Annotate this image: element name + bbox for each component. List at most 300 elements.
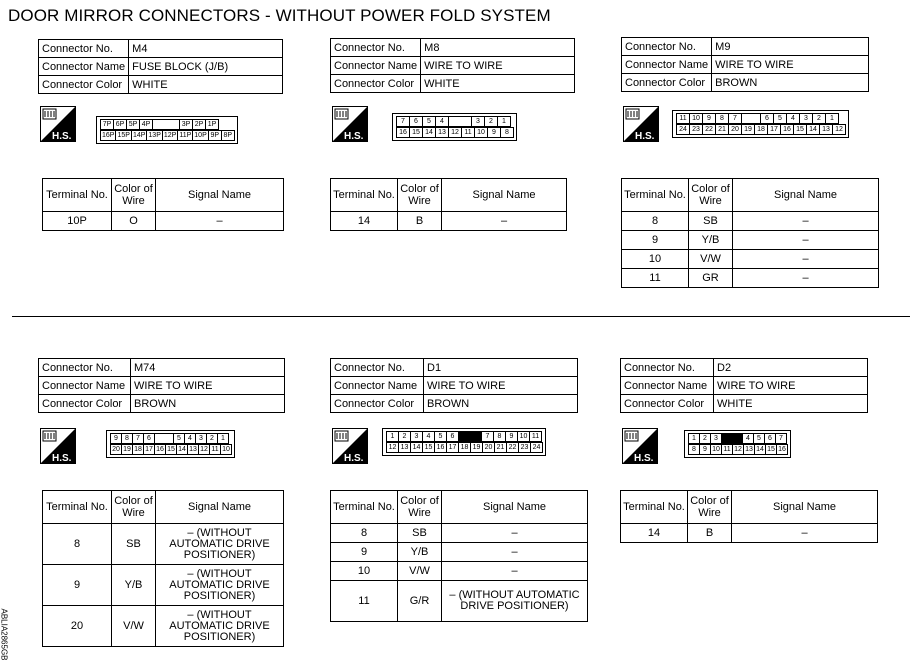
- pin-row-bottom: [386, 442, 542, 453]
- connector-name-label: Connector Name: [39, 58, 129, 76]
- terminal-pin: 11: [721, 444, 733, 455]
- connector-no-row: [621, 359, 868, 377]
- connector-color-row: [621, 395, 868, 413]
- terminal-pin: 17: [446, 442, 459, 453]
- connector-info-table: [621, 37, 869, 92]
- signal-name-cell: – (WITHOUT AUTOMATIC DRIVE POSITIONER): [156, 524, 284, 565]
- terminal-pin: 13: [819, 124, 833, 135]
- connector-no-value: M74: [131, 359, 285, 377]
- table-row: [331, 524, 588, 543]
- wire-color-cell: V/W: [112, 606, 156, 647]
- terminal-pin: 16: [396, 127, 410, 138]
- terminal-no-cell: 10P: [43, 212, 112, 231]
- terminal-pin: 2P: [192, 119, 206, 130]
- wire-color-header: Color of Wire: [689, 179, 733, 212]
- figure-code: ABLIA2865GB: [0, 608, 9, 661]
- terminal-pin: 21: [715, 124, 729, 135]
- terminal-pin: 1P: [205, 119, 219, 130]
- terminal-pin: 2: [206, 433, 218, 444]
- connector-latch: [741, 113, 761, 124]
- harness-side-icon: [332, 106, 368, 142]
- terminal-pin: 15: [165, 444, 177, 455]
- wire-color-header: Color of Wire: [112, 179, 156, 212]
- connector-color-row: [331, 395, 578, 413]
- connector-color-label: Connector Color: [39, 76, 129, 94]
- terminal-pin: 21: [494, 442, 507, 453]
- pin-row-top: [688, 433, 787, 444]
- table-row: [331, 212, 567, 231]
- terminal-header-row: [621, 491, 878, 524]
- terminal-pin: 6: [446, 431, 459, 442]
- connector-info-table: [38, 39, 283, 94]
- terminal-table: [330, 490, 588, 622]
- terminal-no-cell: 9: [331, 543, 398, 562]
- terminal-pin: 9: [487, 127, 501, 138]
- terminal-pin: 23: [518, 442, 531, 453]
- terminal-no-header: Terminal No.: [621, 491, 688, 524]
- pin-row-top: [110, 433, 231, 444]
- terminal-pin: 10: [517, 431, 530, 442]
- terminal-pin: 14P: [132, 132, 146, 139]
- connector-color-label: Connector Color: [39, 395, 131, 413]
- terminal-pin: 12: [386, 442, 399, 453]
- terminal-pin: 24: [530, 442, 543, 453]
- terminal-pin: 10: [710, 444, 722, 455]
- signal-name-cell: –: [442, 562, 588, 581]
- terminal-pin: 14: [422, 127, 436, 138]
- terminal-pin: 3P: [179, 119, 193, 130]
- terminal-pin: 17: [143, 444, 155, 455]
- connector-color-row: [39, 76, 283, 94]
- table-row: [43, 212, 284, 231]
- terminal-pin: 16: [780, 124, 794, 135]
- wire-color-cell: SB: [112, 524, 156, 565]
- harness-side-icon: [40, 106, 76, 142]
- terminal-pin: 6P: [113, 119, 127, 130]
- terminal-pin: 11: [676, 113, 690, 124]
- terminal-pin: 5: [773, 113, 787, 124]
- connector-color-value: BROWN: [712, 74, 869, 92]
- terminal-header-row: [43, 491, 284, 524]
- hs-icon: [332, 428, 368, 464]
- terminal-no-cell: 9: [622, 231, 689, 250]
- terminal-pin: 18: [132, 444, 144, 455]
- connector-name-label: Connector Name: [39, 377, 131, 395]
- wire-color-cell: V/W: [689, 250, 733, 269]
- signal-name-cell: –: [733, 212, 879, 231]
- connector-face: [106, 430, 235, 458]
- terminal-no-cell: 10: [331, 562, 398, 581]
- terminal-pin: 5: [434, 431, 447, 442]
- connector-name-label: Connector Name: [621, 377, 714, 395]
- terminal-pin: 7: [396, 116, 410, 127]
- connector-latch: [721, 433, 743, 444]
- terminal-pin: 17: [767, 124, 781, 135]
- hs-icon: [332, 106, 368, 142]
- pin-row-bottom: [688, 444, 787, 455]
- pin-row-bottom: [100, 130, 234, 141]
- terminal-pin: 10P: [194, 132, 207, 139]
- terminal-pin: 12P: [163, 132, 177, 139]
- connector-no-value: D2: [714, 359, 868, 377]
- connector-name-label: Connector Name: [331, 57, 421, 75]
- terminal-pin: 19: [741, 124, 755, 135]
- signal-name-header: Signal Name: [156, 179, 284, 212]
- table-row: [43, 524, 284, 565]
- table-row: [622, 250, 879, 269]
- signal-name-cell: –: [442, 212, 567, 231]
- terminal-no-cell: 14: [331, 212, 398, 231]
- signal-name-header: Signal Name: [442, 179, 567, 212]
- pin-row-top: [676, 113, 845, 124]
- signal-name-header: Signal Name: [733, 179, 879, 212]
- terminal-pin: 14: [806, 124, 820, 135]
- connector-color-value: WHITE: [421, 75, 575, 93]
- signal-name-cell: –: [442, 543, 588, 562]
- pin-row-bottom: [676, 124, 845, 135]
- terminal-pin: 5: [422, 116, 436, 127]
- terminal-no-cell: 11: [331, 581, 398, 622]
- connector-name-row: [621, 377, 868, 395]
- terminal-pin: 11: [209, 444, 221, 455]
- svg-text:H.S.: H.S.: [52, 453, 72, 464]
- terminal-pin: 15: [409, 127, 423, 138]
- terminal-pin: 9: [505, 431, 518, 442]
- wire-color-cell: O: [112, 212, 156, 231]
- terminal-pin: 14: [176, 444, 188, 455]
- terminal-pin: 22: [506, 442, 519, 453]
- terminal-no-cell: 20: [43, 606, 112, 647]
- terminal-pin: 6: [143, 433, 155, 444]
- terminal-pin: 23: [689, 124, 703, 135]
- terminal-pin: 7: [132, 433, 144, 444]
- terminal-pin: 18: [754, 124, 768, 135]
- connector-no-value: D1: [424, 359, 578, 377]
- terminal-header-row: [622, 179, 879, 212]
- terminal-table: [620, 490, 878, 543]
- terminal-pin: 1: [688, 433, 700, 444]
- terminal-pin: 5: [173, 433, 185, 444]
- terminal-pin: 1: [217, 433, 229, 444]
- wire-color-cell: SB: [689, 212, 733, 231]
- terminal-pin: 15: [422, 442, 435, 453]
- connector-name-label: Connector Name: [331, 377, 424, 395]
- signal-name-cell: – (WITHOUT AUTOMATIC DRIVE POSITIONER): [156, 565, 284, 606]
- connector-info-table: [38, 358, 285, 413]
- terminal-pin: 16: [776, 444, 788, 455]
- pin-row-top: [386, 431, 542, 442]
- terminal-no-header: Terminal No.: [331, 179, 398, 212]
- terminal-pin: 6: [409, 116, 423, 127]
- terminal-header-row: [43, 179, 284, 212]
- connector-color-row: [622, 74, 869, 92]
- section-divider: [12, 316, 910, 317]
- hs-icon: [40, 428, 76, 464]
- terminal-pin: 8: [493, 431, 506, 442]
- page-title: DOOR MIRROR CONNECTORS - WITHOUT POWER FOLD SYSTEM: [8, 6, 551, 25]
- terminal-pin: 3: [710, 433, 722, 444]
- terminal-pin: 12: [448, 127, 462, 138]
- signal-name-header: Signal Name: [442, 491, 588, 524]
- terminal-pin: 10: [689, 113, 703, 124]
- signal-name-header: Signal Name: [732, 491, 878, 524]
- svg-text:H.S.: H.S.: [344, 131, 364, 142]
- terminal-pin: 4: [742, 433, 754, 444]
- terminal-pin: 8P: [221, 130, 235, 141]
- connector-name-value: WIRE TO WIRE: [714, 377, 868, 395]
- terminal-pin: 4: [422, 431, 435, 442]
- connector-no-row: [39, 40, 283, 58]
- terminal-pin: 2: [398, 431, 411, 442]
- terminal-pin: 18: [458, 442, 471, 453]
- hs-icon: [623, 106, 659, 142]
- terminal-pin: 3: [195, 433, 207, 444]
- svg-text:H.S.: H.S.: [635, 131, 655, 142]
- table-row: [622, 231, 879, 250]
- connector-name-row: [622, 56, 869, 74]
- terminal-pin: 8: [688, 444, 700, 455]
- connector-no-label: Connector No.: [621, 359, 714, 377]
- connector-color-value: WHITE: [129, 76, 283, 94]
- terminal-pin: 13P: [148, 132, 161, 139]
- signal-name-cell: –: [442, 524, 588, 543]
- terminal-pin: 9P: [208, 130, 222, 141]
- table-row: [331, 581, 588, 622]
- terminal-pin: 20: [482, 442, 495, 453]
- terminal-pin: 4P: [139, 119, 153, 130]
- connector-no-label: Connector No.: [331, 39, 421, 57]
- terminal-pin: 3: [799, 113, 813, 124]
- connector-no-row: [622, 38, 869, 56]
- connector-no-row: [331, 39, 575, 57]
- terminal-pin: 4: [184, 433, 196, 444]
- terminal-table: [330, 178, 567, 231]
- table-row: [331, 543, 588, 562]
- connector-color-row: [39, 395, 285, 413]
- connector-name-value: WIRE TO WIRE: [712, 56, 869, 74]
- terminal-no-cell: 14: [621, 524, 688, 543]
- signal-name-cell: –: [733, 231, 879, 250]
- terminal-pin: 7: [481, 431, 494, 442]
- signal-name-cell: –: [733, 250, 879, 269]
- terminal-pin: 13: [187, 444, 199, 455]
- connector-color-value: BROWN: [424, 395, 578, 413]
- terminal-table: [42, 490, 284, 647]
- connector-face: [392, 113, 517, 141]
- connector-latch: [458, 431, 482, 442]
- connector-color-label: Connector Color: [331, 395, 424, 413]
- connector-name-row: [39, 58, 283, 76]
- wire-color-cell: V/W: [398, 562, 442, 581]
- wire-color-header: Color of Wire: [688, 491, 732, 524]
- wire-color-cell: B: [398, 212, 442, 231]
- terminal-pin: 15: [765, 444, 777, 455]
- terminal-pin: 4: [786, 113, 800, 124]
- connector-latch: [448, 116, 472, 127]
- terminal-no-cell: 8: [622, 212, 689, 231]
- terminal-pin: 12: [198, 444, 210, 455]
- harness-side-icon: [622, 428, 658, 464]
- terminal-pin: 11: [529, 431, 542, 442]
- terminal-pin: 4: [435, 116, 449, 127]
- table-row: [43, 606, 284, 647]
- terminal-no-cell: 9: [43, 565, 112, 606]
- signal-name-cell: –: [733, 269, 879, 288]
- terminal-pin: 1: [825, 113, 839, 124]
- terminal-pin: 2: [812, 113, 826, 124]
- terminal-pin: 10: [474, 127, 488, 138]
- connector-name-row: [331, 57, 575, 75]
- terminal-pin: 6: [760, 113, 774, 124]
- connector-name-row: [39, 377, 285, 395]
- terminal-pin: 1: [386, 431, 399, 442]
- terminal-pin: 16: [434, 442, 447, 453]
- terminal-no-cell: 8: [331, 524, 398, 543]
- wire-color-cell: GR: [689, 269, 733, 288]
- connector-no-label: Connector No.: [622, 38, 712, 56]
- connector-color-value: BROWN: [131, 395, 285, 413]
- connector-no-row: [39, 359, 285, 377]
- connector-name-label: Connector Name: [622, 56, 712, 74]
- terminal-no-cell: 8: [43, 524, 112, 565]
- connector-color-row: [331, 75, 575, 93]
- terminal-pin: 16P: [102, 132, 115, 139]
- terminal-pin: 20: [728, 124, 742, 135]
- table-row: [622, 269, 879, 288]
- pin-row-bottom: [396, 127, 513, 138]
- terminal-pin: 7P: [100, 119, 114, 130]
- terminal-pin: 13: [743, 444, 755, 455]
- terminal-pin: 22: [702, 124, 716, 135]
- connector-name-value: WIRE TO WIRE: [424, 377, 578, 395]
- terminal-pin: 12: [732, 444, 744, 455]
- terminal-pin: 11: [461, 127, 475, 138]
- terminal-header-row: [331, 491, 588, 524]
- terminal-header-row: [331, 179, 567, 212]
- terminal-pin: 3: [471, 116, 485, 127]
- terminal-pin: 24: [676, 124, 690, 135]
- hs-icon: [622, 428, 658, 464]
- terminal-pin: 20: [110, 444, 122, 455]
- connector-face: [382, 428, 546, 456]
- terminal-pin: 5P: [126, 119, 140, 130]
- terminal-pin: 8: [121, 433, 133, 444]
- connector-face: [96, 116, 238, 144]
- terminal-pin: 2: [699, 433, 711, 444]
- connector-no-value: M4: [129, 40, 283, 58]
- connector-face: [672, 110, 849, 138]
- terminal-pin: 3: [410, 431, 423, 442]
- connector-name-value: WIRE TO WIRE: [131, 377, 285, 395]
- terminal-pin: 16: [154, 444, 166, 455]
- wire-color-cell: G/R: [398, 581, 442, 622]
- signal-name-header: Signal Name: [156, 491, 284, 524]
- connector-info-table: [330, 358, 578, 413]
- wire-color-header: Color of Wire: [398, 179, 442, 212]
- connector-no-row: [331, 359, 578, 377]
- terminal-pin: 10: [220, 444, 232, 455]
- wire-color-header: Color of Wire: [112, 491, 156, 524]
- terminal-pin: 2: [484, 116, 498, 127]
- terminal-pin: 11P: [179, 132, 192, 139]
- signal-name-cell: –: [732, 524, 878, 543]
- wire-color-cell: SB: [398, 524, 442, 543]
- signal-name-cell: – (WITHOUT AUTOMATIC DRIVE POSITIONER): [442, 581, 588, 622]
- connector-color-label: Connector Color: [331, 75, 421, 93]
- terminal-no-cell: 11: [622, 269, 689, 288]
- harness-side-icon: [40, 428, 76, 464]
- terminal-pin: 9: [110, 433, 122, 444]
- terminal-pin: 19: [121, 444, 133, 455]
- connector-latch: [154, 433, 174, 444]
- connector-name-row: [331, 377, 578, 395]
- connector-info-table: [330, 38, 575, 93]
- terminal-no-cell: 10: [622, 250, 689, 269]
- connector-no-label: Connector No.: [331, 359, 424, 377]
- terminal-pin: 13: [398, 442, 411, 453]
- terminal-table: [42, 178, 284, 231]
- terminal-no-header: Terminal No.: [622, 179, 689, 212]
- terminal-no-header: Terminal No.: [43, 491, 112, 524]
- connector-no-value: M9: [712, 38, 869, 56]
- connector-name-value: WIRE TO WIRE: [421, 57, 575, 75]
- terminal-no-header: Terminal No.: [43, 179, 112, 212]
- wire-color-cell: B: [688, 524, 732, 543]
- terminal-pin: 15P: [117, 132, 130, 139]
- terminal-pin: 13: [435, 127, 449, 138]
- wire-color-cell: Y/B: [398, 543, 442, 562]
- terminal-pin: 15: [793, 124, 807, 135]
- pin-row-top: [100, 119, 234, 130]
- svg-text:H.S.: H.S.: [344, 453, 364, 464]
- terminal-pin: 7: [728, 113, 742, 124]
- terminal-pin: 5: [753, 433, 765, 444]
- terminal-pin: 14: [754, 444, 766, 455]
- connector-no-label: Connector No.: [39, 359, 131, 377]
- connector-name-value: FUSE BLOCK (J/B): [129, 58, 283, 76]
- terminal-pin: 12: [832, 124, 846, 135]
- harness-side-icon: [623, 106, 659, 142]
- connector-face: [684, 430, 791, 458]
- signal-name-cell: –: [156, 212, 284, 231]
- terminal-table: [621, 178, 879, 288]
- terminal-pin: 1: [497, 116, 511, 127]
- pin-row-bottom: [110, 444, 231, 455]
- table-row: [331, 562, 588, 581]
- connector-color-value: WHITE: [714, 395, 868, 413]
- terminal-pin: 9: [702, 113, 716, 124]
- wire-color-cell: Y/B: [112, 565, 156, 606]
- harness-side-icon: [332, 428, 368, 464]
- terminal-pin: 14: [410, 442, 423, 453]
- terminal-no-header: Terminal No.: [331, 491, 398, 524]
- terminal-pin: 8: [715, 113, 729, 124]
- connector-color-label: Connector Color: [621, 395, 714, 413]
- terminal-pin: 8: [500, 127, 514, 138]
- connector-no-value: M8: [421, 39, 575, 57]
- terminal-pin: 9: [699, 444, 711, 455]
- signal-name-cell: – (WITHOUT AUTOMATIC DRIVE POSITIONER): [156, 606, 284, 647]
- connector-no-label: Connector No.: [39, 40, 129, 58]
- pin-row-top: [396, 116, 513, 127]
- connector-info-table: [620, 358, 868, 413]
- svg-text:H.S.: H.S.: [52, 131, 72, 142]
- table-row: [621, 524, 878, 543]
- hs-icon: [40, 106, 76, 142]
- table-row: [622, 212, 879, 231]
- terminal-pin: 7: [775, 433, 787, 444]
- wire-color-header: Color of Wire: [398, 491, 442, 524]
